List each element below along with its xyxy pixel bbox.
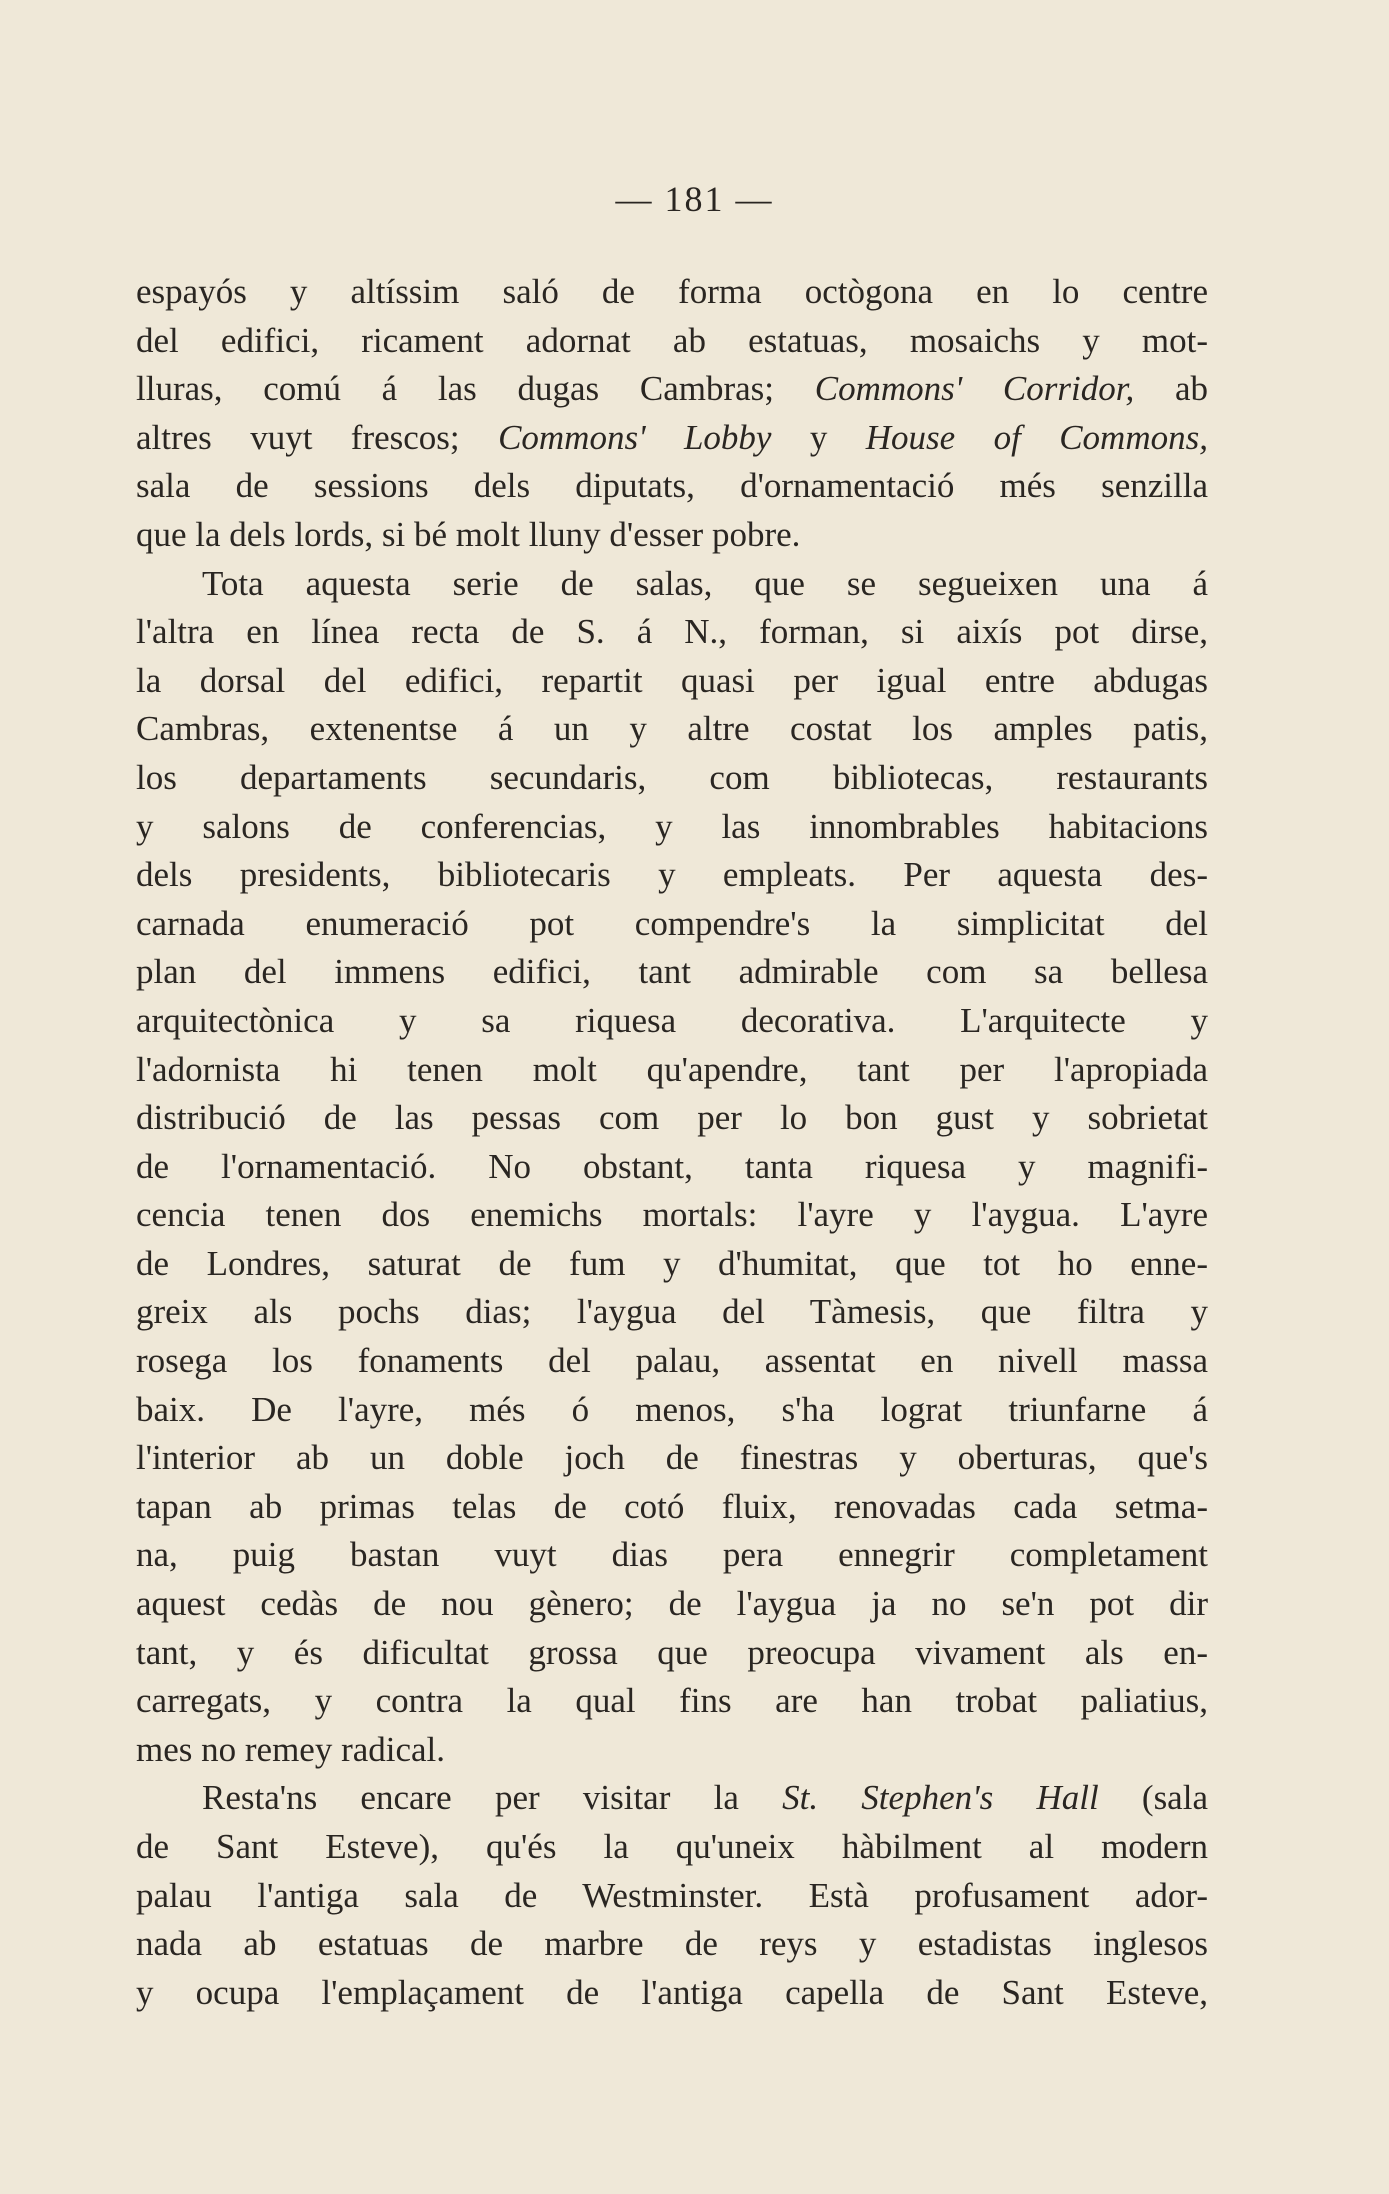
- text-line: [136, 754, 1208, 803]
- text-span: l'interior ab un doble joch de finestras y oberturas, que's: [136, 1438, 1208, 1478]
- text-line: [136, 317, 1208, 366]
- text-span: baix. De l'ayre, més ó menos, s'ha lograt triunfarne á: [136, 1389, 1208, 1429]
- text-line: [136, 1677, 1208, 1726]
- text-line: [136, 705, 1208, 754]
- text-line: [136, 1386, 1208, 1435]
- text-span: los departaments secundaris, com bibliotecas, restaurants: [136, 757, 1208, 797]
- text-span: carnada enumeració pot compendre's la simplicitat del: [136, 903, 1208, 943]
- text-line: [136, 1629, 1208, 1678]
- text-line: [136, 997, 1208, 1046]
- text-span: y: [771, 417, 866, 457]
- text-line: [136, 1774, 1208, 1823]
- text-span: que la dels lords, si bé molt lluny d'esser pobre.: [136, 514, 801, 554]
- page-number: — 181 —: [615, 179, 774, 219]
- text-span: tapan ab primas telas de cotó fluix, renovadas cada setma-: [136, 1486, 1208, 1526]
- text-line: [136, 1969, 1208, 2018]
- text-span: de Londres, saturat de fum y d'humitat, que tot ho enne-: [136, 1243, 1208, 1283]
- text-span: arquitectònica y sa riquesa decorativa. L'arquitecte y: [136, 1000, 1208, 1040]
- text-line: [136, 1823, 1208, 1872]
- text-span: Resta'ns encare per visitar la: [202, 1778, 783, 1818]
- text-line: [136, 365, 1208, 414]
- text-span: carregats, y contra la qual fins are han trobat paliatius,: [136, 1681, 1208, 1721]
- text-line: [136, 511, 1208, 560]
- italic-span: House of Commons,: [865, 417, 1208, 457]
- body-text: [136, 268, 1208, 2017]
- italic-span: Commons' Lobby: [498, 417, 772, 457]
- text-line: [136, 1434, 1208, 1483]
- text-span: l'adornista hi tenen molt qu'apendre, tant per l'apropiada: [136, 1049, 1208, 1089]
- text-line: [136, 851, 1208, 900]
- text-span: rosega los fonaments del palau, assentat en nivell massa: [136, 1341, 1208, 1381]
- text-line: [136, 1240, 1208, 1289]
- text-span: plan del immens edifici, tant admirable com sa bellesa: [136, 952, 1208, 992]
- italic-span: Commons' Corridor,: [814, 369, 1135, 409]
- text-span: lluras, comú á las dugas Cambras;: [136, 369, 815, 409]
- text-span: y salons de conferencias, y las innombrables habitacions: [136, 806, 1208, 846]
- text-line: [136, 1094, 1208, 1143]
- text-line: [136, 560, 1208, 609]
- text-span: distribució de las pessas com per lo bon gust y sobrietat: [136, 1098, 1208, 1138]
- text-line: [136, 608, 1208, 657]
- text-span: y ocupa l'emplaçament de l'antiga capella de Sant Esteve,: [136, 1972, 1208, 2012]
- text-span: de Sant Esteve), qu'és la qu'uneix hàbilment al modern: [136, 1827, 1208, 1866]
- text-line: [136, 1920, 1208, 1969]
- text-line: [136, 1531, 1208, 1580]
- text-span: l'altra en línea recta de S. á N., forman, si aixís pot dirse,: [136, 612, 1208, 652]
- text-span: altres vuyt frescos;: [136, 417, 499, 457]
- text-line: [136, 1046, 1208, 1095]
- text-span: dels presidents, bibliotecaris y empleats. Per aquesta des-: [136, 855, 1208, 895]
- text-span: del edifici, ricament adornat ab estatuas, mosaichs y mot-: [136, 320, 1208, 360]
- text-span: espayós y altíssim saló de forma octògona en lo centre: [136, 272, 1208, 311]
- text-line: [136, 462, 1208, 511]
- text-line: [136, 900, 1208, 949]
- text-line: [136, 414, 1208, 463]
- text-span: palau l'antiga sala de Westminster. Està profusament ador-: [136, 1875, 1208, 1915]
- text-line: [136, 1483, 1208, 1532]
- text-span: sala de sessions dels diputats, d'ornamentació més senzilla: [136, 466, 1208, 506]
- text-line: [136, 1191, 1208, 1240]
- text-line: [136, 657, 1208, 706]
- text-span: greix als pochs dias; l'aygua del Tàmesis, que filtra y: [136, 1292, 1208, 1332]
- text-span: ab: [1134, 369, 1208, 409]
- text-line: [136, 1872, 1208, 1921]
- text-span: tant, y és dificultat grossa que preocupa vivament als en-: [136, 1632, 1208, 1672]
- text-line: [136, 1288, 1208, 1337]
- text-span: la dorsal del edifici, repartit quasi per igual entre abdugas: [136, 660, 1208, 700]
- text-span: nada ab estatuas de marbre de reys y estadistas inglesos: [136, 1924, 1208, 1964]
- text-line: [136, 803, 1208, 852]
- text-line: [136, 1580, 1208, 1629]
- text-span: de l'ornamentació. No obstant, tanta riquesa y magnifi-: [136, 1146, 1208, 1186]
- text-line: [136, 268, 1208, 317]
- text-line: [136, 1337, 1208, 1386]
- text-span: Tota aquesta serie de salas, que se segueixen una á: [202, 563, 1208, 603]
- text-line: [136, 1726, 1208, 1775]
- text-span: mes no remey radical.: [136, 1729, 446, 1769]
- text-span: (sala: [1098, 1778, 1208, 1818]
- text-span: cencia tenen dos enemichs mortals: l'ayre y l'aygua. L'ayre: [136, 1195, 1208, 1235]
- text-span: na, puig bastan vuyt dias pera ennegrir completament: [136, 1535, 1208, 1575]
- text-line: [136, 948, 1208, 997]
- italic-span: St. Stephen's Hall: [782, 1778, 1099, 1818]
- text-span: aquest cedàs de nou gènero; de l'aygua ja no se'n pot dir: [136, 1584, 1208, 1624]
- text-span: Cambras, extenentse á un y altre costat los amples patis,: [136, 709, 1208, 749]
- text-line: [136, 1143, 1208, 1192]
